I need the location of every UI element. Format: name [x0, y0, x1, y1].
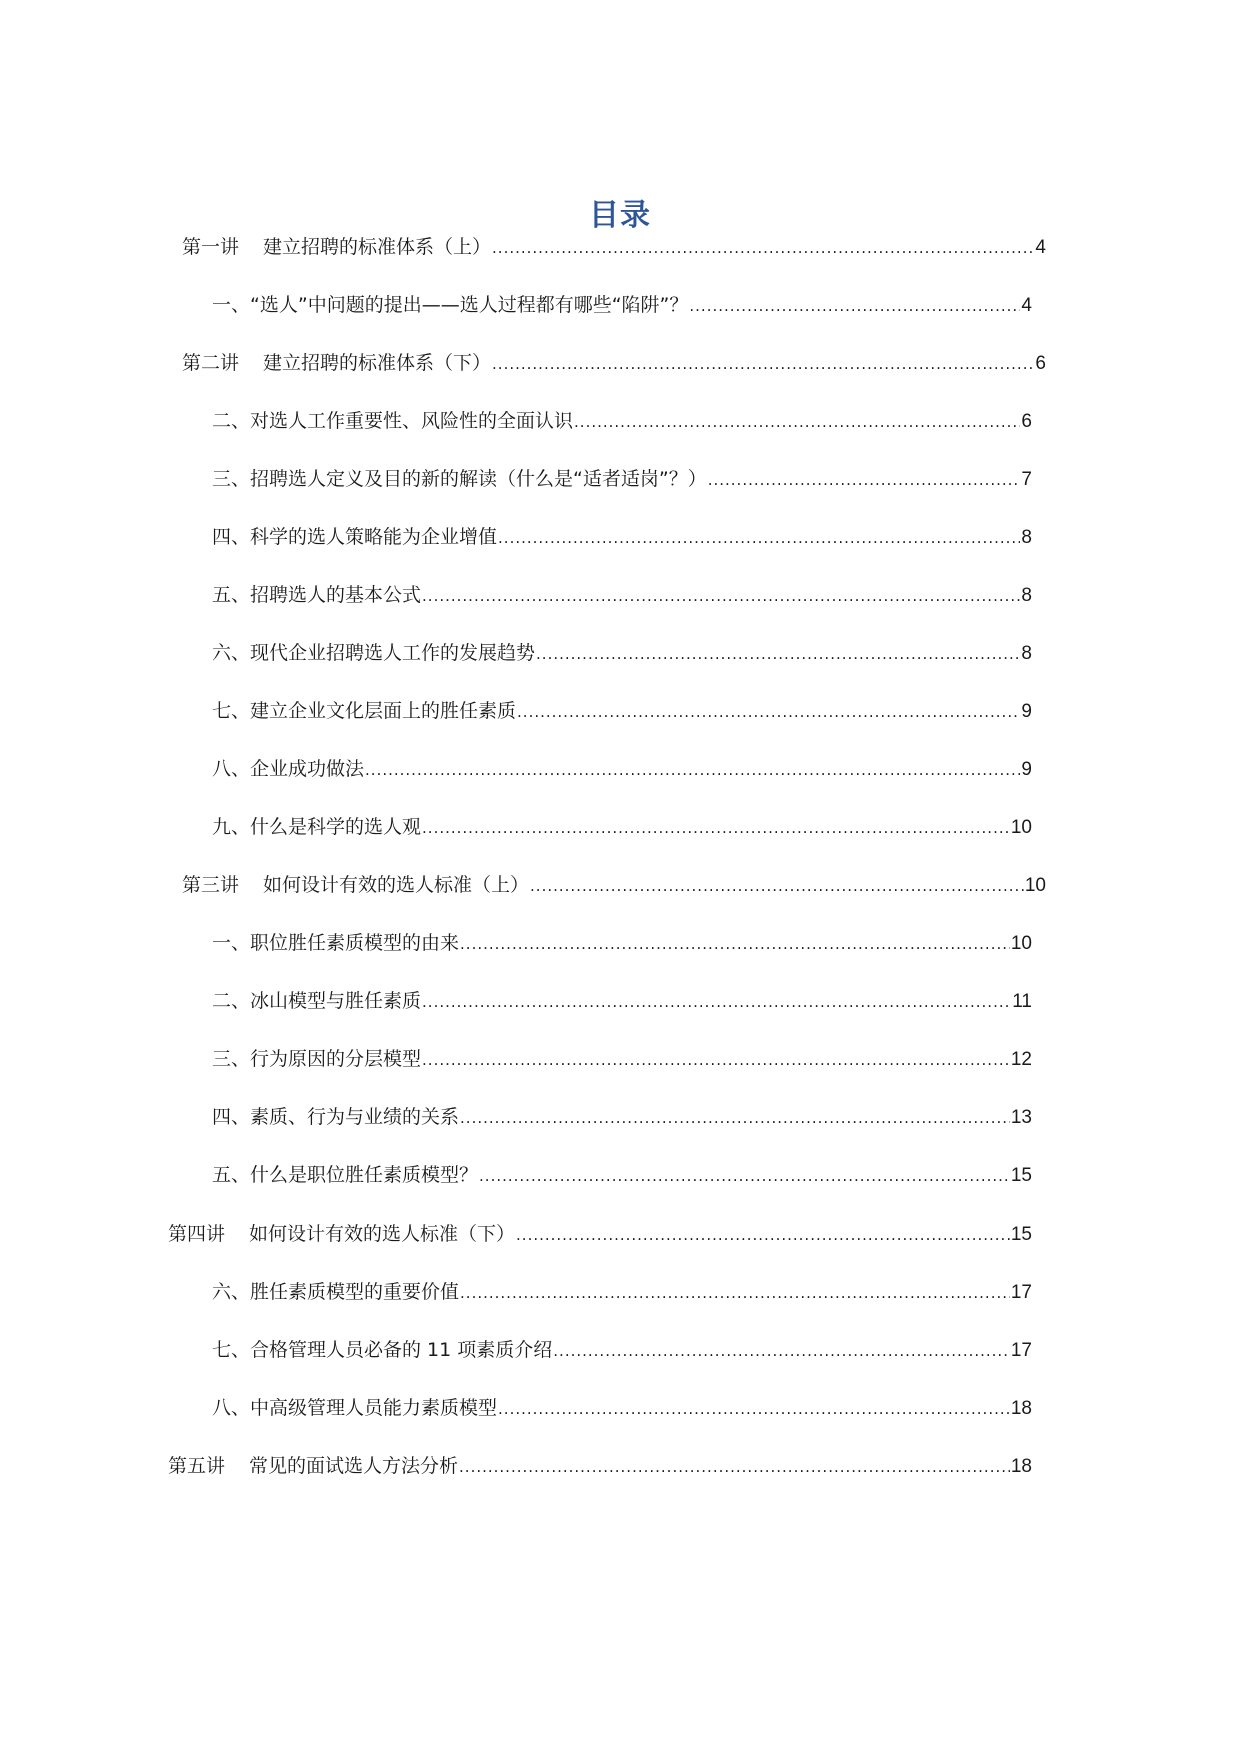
toc-page-number: 10 — [1010, 817, 1032, 838]
toc-page-number: 18 — [1010, 1456, 1032, 1477]
toc-dot-leader — [422, 1045, 1010, 1075]
toc-dot-leader — [422, 987, 1011, 1017]
toc-entry-text: “选人”中问题的提出——选人过程都有哪些“陷阱”？ — [250, 294, 689, 316]
toc-entry-label — [168, 1219, 515, 1249]
toc-page-number: 6 — [1035, 353, 1046, 374]
toc-entry-number: 第一讲 — [182, 236, 240, 258]
toc-entry-number: 五、 — [212, 1164, 251, 1186]
toc-entry-lecture[interactable] — [182, 348, 1046, 378]
toc-dot-leader — [516, 1220, 1010, 1250]
toc-entry-number: 六、 — [212, 642, 251, 664]
toc-entry-number: 八、 — [212, 1397, 251, 1419]
toc-entry-number: 四、 — [212, 526, 251, 548]
toc-entry-number: 七、 — [212, 1339, 251, 1361]
toc-entry-section[interactable] — [212, 1335, 1032, 1365]
toc-entry-text: 常见的面试选人方法分析 — [249, 1455, 459, 1477]
toc-dot-leader — [459, 1452, 1010, 1482]
toc-entry-section[interactable] — [212, 696, 1032, 726]
toc-dot-leader — [689, 291, 1020, 321]
toc-dot-leader — [530, 871, 1024, 901]
toc-entry-text: 胜任素质模型的重要价值 — [250, 1281, 460, 1303]
toc-entry-number: 六、 — [212, 1281, 251, 1303]
toc-page-number: 4 — [1035, 237, 1046, 258]
toc-entry-label — [212, 754, 364, 784]
toc-dot-leader — [498, 523, 1020, 553]
toc-page-number: 8 — [1021, 527, 1032, 548]
toc-entry-label — [212, 986, 421, 1016]
toc-page-number: 8 — [1021, 643, 1032, 664]
toc-entry-number: 四、 — [212, 1106, 251, 1128]
toc-entry-text: 科学的选人策略能为企业增值 — [250, 526, 498, 548]
toc-page-number: 9 — [1021, 701, 1032, 722]
toc-page-number: 15 — [1010, 1224, 1032, 1245]
toc-entry-number: 二、 — [212, 410, 251, 432]
toc-dot-leader — [422, 813, 1010, 843]
toc-entry-text: 招聘选人的基本公式 — [250, 584, 422, 606]
toc-page-number: 9 — [1021, 759, 1032, 780]
toc-entry-text: 企业成功做法 — [250, 758, 365, 780]
toc-entry-text: 对选人工作重要性、风险性的全面认识 — [250, 410, 574, 432]
toc-dot-leader — [708, 465, 1021, 495]
toc-entry-number: 二、 — [212, 990, 251, 1012]
toc-page-number: 4 — [1021, 295, 1032, 316]
toc-entry-label — [212, 1393, 497, 1423]
toc-entry-number: 第五讲 — [168, 1455, 226, 1477]
toc-entry-label — [212, 1102, 459, 1132]
toc-entry-lecture[interactable] — [168, 1219, 1032, 1249]
toc-entry-section[interactable] — [212, 1160, 1032, 1190]
toc-entry-label — [212, 696, 516, 726]
toc-entry-text: 冰山模型与胜任素质 — [250, 990, 422, 1012]
toc-entry-text: 如何设计有效的选人标准（上） — [263, 874, 530, 896]
toc-entry-section[interactable] — [212, 1393, 1032, 1423]
toc-entry-label — [212, 406, 573, 436]
toc-entry-label — [212, 1277, 459, 1307]
toc-entry-label — [168, 1451, 458, 1481]
toc-page-number: 7 — [1021, 469, 1032, 490]
toc-page-number: 10 — [1024, 875, 1046, 896]
toc-entry-section[interactable] — [212, 464, 1032, 494]
toc-dot-leader — [536, 639, 1020, 669]
toc-entry-label — [212, 1335, 552, 1365]
toc-entry-text: 建立招聘的标准体系（上） — [263, 236, 492, 258]
toc-title: 目录 — [589, 198, 651, 233]
toc-entry-section[interactable] — [212, 1044, 1032, 1074]
toc-entry-label — [212, 522, 497, 552]
toc-page-number: 18 — [1010, 1398, 1032, 1419]
toc-entry-section[interactable] — [212, 812, 1032, 842]
toc-entry-section[interactable] — [212, 580, 1032, 610]
toc-entry-lecture[interactable] — [182, 232, 1046, 262]
toc-entry-text: 中高级管理人员能力素质模型 — [250, 1397, 498, 1419]
toc-dot-leader — [422, 581, 1020, 611]
toc-entry-text: 行为原因的分层模型 — [250, 1048, 422, 1070]
toc-entry-label — [212, 290, 688, 320]
toc-entry-label — [182, 348, 491, 378]
toc-dot-leader — [460, 929, 1010, 959]
toc-entry-section[interactable] — [212, 986, 1032, 1016]
toc-entry-label — [212, 464, 707, 494]
toc-page-number: 17 — [1010, 1282, 1032, 1303]
toc-entry-lecture[interactable] — [182, 870, 1046, 900]
toc-entry-number: 三、 — [212, 468, 251, 490]
toc-entry-lecture[interactable] — [168, 1451, 1032, 1481]
toc-entry-number: 第四讲 — [168, 1223, 226, 1245]
toc-entry-number: 一、 — [212, 932, 251, 954]
toc-entry-number: 一、 — [212, 294, 251, 316]
toc-entry-text: 现代企业招聘选人工作的发展趋势 — [250, 642, 536, 664]
toc-page-number: 13 — [1010, 1107, 1032, 1128]
toc-dot-leader — [365, 755, 1020, 785]
toc-page-number: 8 — [1021, 585, 1032, 606]
toc-entry-section[interactable] — [212, 290, 1032, 320]
toc-entry-text: 素质、行为与业绩的关系 — [250, 1106, 460, 1128]
toc-entry-number: 三、 — [212, 1048, 251, 1070]
toc-entry-section[interactable] — [212, 1102, 1032, 1132]
toc-entry-text: 什么是科学的选人观 — [250, 816, 422, 838]
toc-entry-number: 七、 — [212, 700, 251, 722]
toc-entry-text: 职位胜任素质模型的由来 — [250, 932, 460, 954]
toc-entry-number: 第三讲 — [182, 874, 240, 896]
toc-entry-section[interactable] — [212, 1277, 1032, 1307]
toc-entry-label — [182, 870, 529, 900]
toc-entry-label — [212, 928, 459, 958]
toc-page-number: 6 — [1021, 411, 1032, 432]
toc-dot-leader — [492, 349, 1034, 379]
toc-entry-section[interactable] — [212, 928, 1032, 958]
toc-entry-text: 如何设计有效的选人标准（下） — [249, 1223, 516, 1245]
toc-entry-text: 建立企业文化层面上的胜任素质 — [250, 700, 517, 722]
toc-dot-leader — [517, 697, 1020, 727]
toc-dot-leader — [492, 233, 1034, 263]
toc-page-number: 17 — [1010, 1340, 1032, 1361]
toc-entry-text: 建立招聘的标准体系（下） — [263, 352, 492, 374]
toc-page-number: 10 — [1010, 933, 1032, 954]
toc-page-number: 11 — [1012, 991, 1032, 1012]
toc-dot-leader — [479, 1161, 1010, 1191]
toc-page-number: 12 — [1010, 1049, 1032, 1070]
toc-entry-number: 五、 — [212, 584, 251, 606]
toc-entry-text: 什么是职位胜任素质模型？ — [250, 1164, 479, 1186]
toc-entry-section[interactable] — [212, 638, 1032, 668]
toc-page-number: 15 — [1010, 1165, 1032, 1186]
toc-entry-section[interactable] — [212, 406, 1032, 436]
toc-entry-label — [212, 812, 421, 842]
toc-dot-leader — [553, 1336, 1010, 1366]
toc-dot-leader — [574, 407, 1020, 437]
toc-dot-leader — [460, 1278, 1010, 1308]
toc-entry-text: 合格管理人员必备的 11 项素质介绍 — [250, 1339, 553, 1361]
toc-dot-leader — [460, 1103, 1010, 1133]
toc-entry-section[interactable] — [212, 754, 1032, 784]
toc-entry-label — [212, 638, 535, 668]
toc-entry-label — [182, 232, 491, 262]
toc-entry-number: 八、 — [212, 758, 251, 780]
toc-entry-number: 第二讲 — [182, 352, 240, 374]
toc-entry-label — [212, 1044, 421, 1074]
toc-entry-label — [212, 580, 421, 610]
toc-dot-leader — [498, 1394, 1010, 1424]
toc-entry-text: 招聘选人定义及目的新的解读（什么是“适者适岗”？） — [250, 468, 707, 490]
toc-entry-section[interactable] — [212, 522, 1032, 552]
toc-entry-label — [212, 1160, 478, 1190]
toc-entry-number: 九、 — [212, 816, 251, 838]
